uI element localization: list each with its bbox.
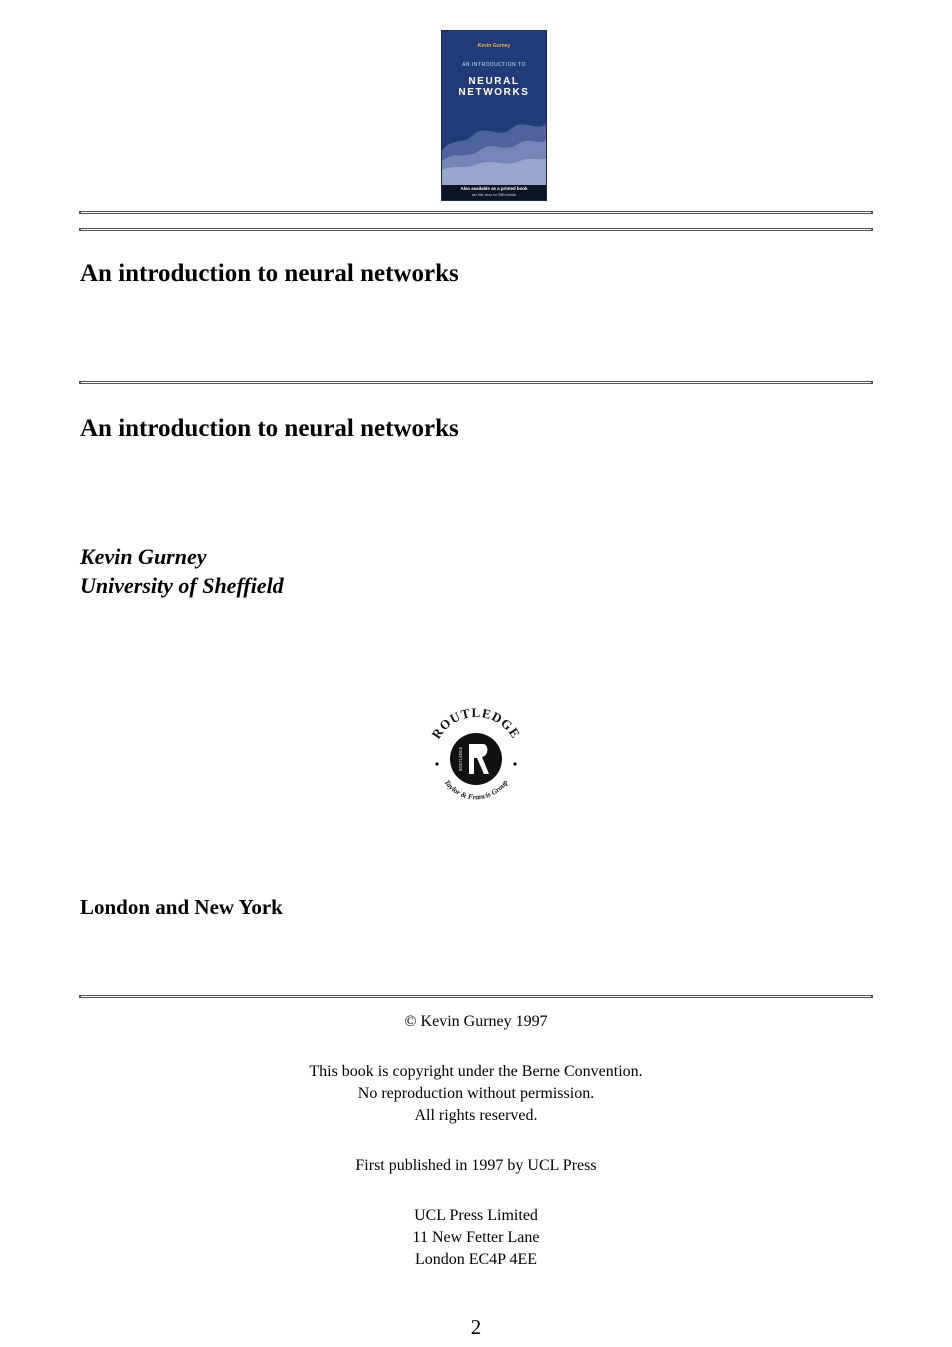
page-number: 2 — [470, 1315, 482, 1339]
publisher-address-line: 11 New Fetter Lane — [412, 1229, 540, 1246]
logo-inner-text: ROUTLEDGE — [458, 747, 463, 771]
author-name: Kevin Gurney — [80, 544, 207, 569]
publisher-address-line: UCL Press Limited — [414, 1207, 538, 1224]
cover-banner-line2: see title verso for ISBN details — [471, 193, 517, 197]
book-cover-image — [442, 31, 546, 200]
horizontal-rule — [79, 995, 873, 998]
horizontal-rule — [79, 211, 873, 214]
publication-place: London and New York — [80, 895, 283, 919]
title-page-heading: An introduction to neural networks — [80, 415, 459, 442]
author-affiliation: University of Sheffield — [80, 573, 284, 598]
routledge-logo — [419, 702, 533, 816]
logo-tagline: Taylor & Francis Group — [442, 777, 510, 802]
book-title-heading: An introduction to neural networks — [80, 260, 459, 287]
copyright-line: This book is copyright under the Berne Convention. — [309, 1063, 643, 1080]
copyright-notice: © Kevin Gurney 1997 — [404, 1013, 548, 1030]
cover-author: Kevin Gurney — [477, 43, 511, 49]
horizontal-rule — [79, 381, 873, 384]
cover-subtitle: AN INTRODUCTION TO — [462, 62, 526, 68]
horizontal-rule — [79, 228, 873, 231]
copyright-line: All rights reserved. — [414, 1107, 538, 1124]
publisher-address-line: London EC4P 4EE — [414, 1251, 538, 1268]
first-published-line: First published in 1997 by UCL Press — [355, 1157, 597, 1174]
cover-wave-graphic — [442, 106, 546, 186]
cover-banner-line1: Also available as a printed book — [460, 186, 528, 191]
logo-wordmark: ROUTLEDGE — [428, 704, 524, 742]
copyright-line: No reproduction without permission. — [357, 1085, 595, 1102]
cover-title-line2: NETWORKS — [458, 87, 530, 98]
cover-title-line1: NEURAL — [468, 76, 520, 87]
